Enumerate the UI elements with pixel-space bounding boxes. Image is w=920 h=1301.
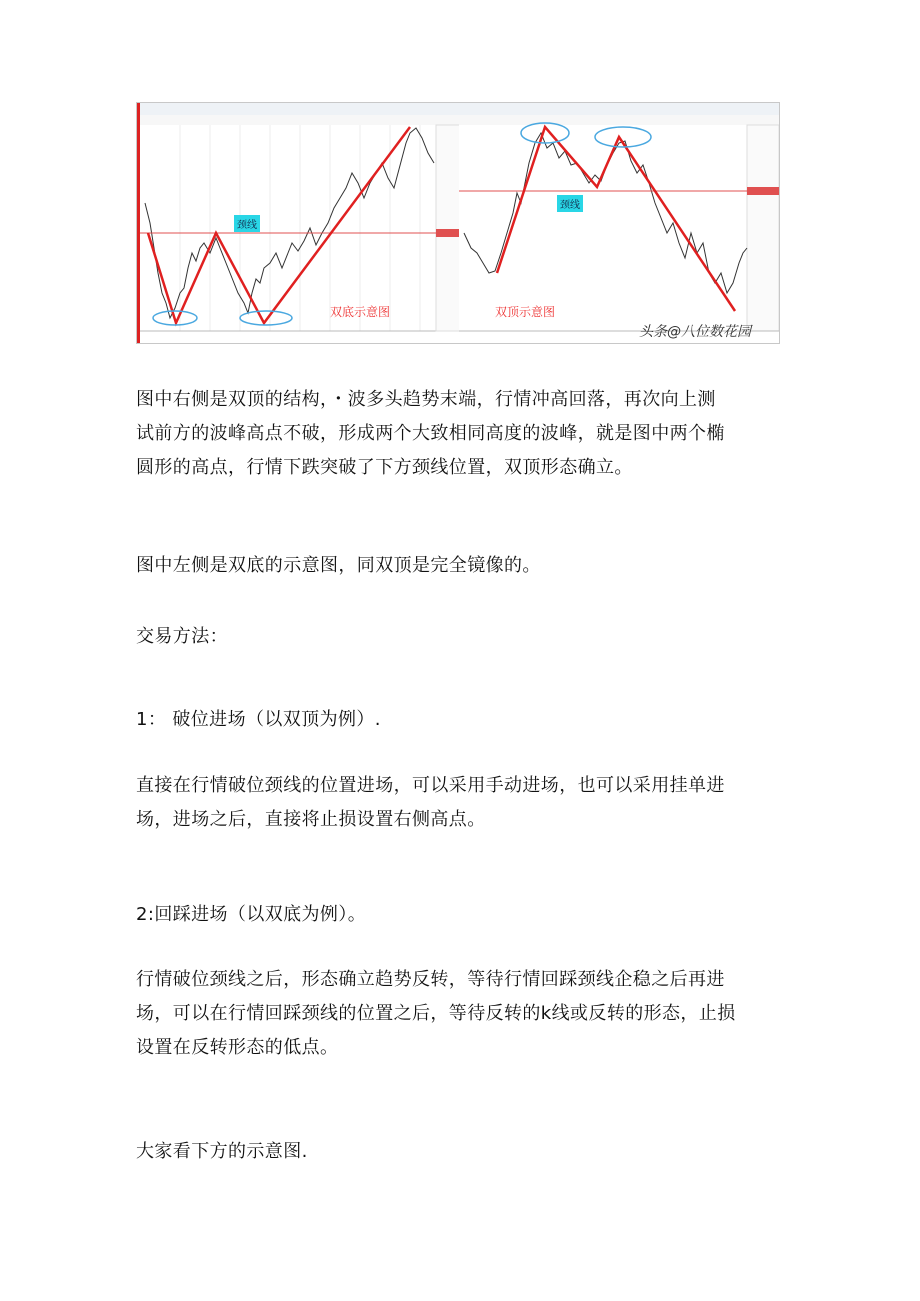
double-top-caption: 双顶示意图 <box>495 305 556 319</box>
line: 图中右侧是双顶的结构，・波多头趋势末端，行情冲高回落，再次向上测 <box>136 389 716 410</box>
neckline-label: 颈线 <box>557 195 583 212</box>
watermark: 头条@八位数花园 <box>639 324 751 340</box>
paragraph-double-top <box>136 383 786 485</box>
line: 图中左侧是双底的示意图，同双顶是完全镜像的。 <box>136 555 541 576</box>
neckline-label: 颈线 <box>234 215 260 232</box>
paragraph-see-diagram <box>136 1135 786 1169</box>
line: 圆形的高点，行情下跌突破了下方颈线位置，双顶形态确立。 <box>136 457 633 478</box>
heading-method-2 <box>136 898 786 932</box>
paragraph-double-bottom <box>136 549 786 583</box>
line: 行情破位颈线之后，形态确立趋势反转，等待行情回踩颈线企稳之后再进 <box>136 969 725 990</box>
heading-trading-methods <box>136 620 786 654</box>
double-bottom-chart <box>140 103 460 343</box>
line: 试前方的波峰高点不破，形成两个大致相同高度的波峰，就是图中两个椭 <box>136 423 725 444</box>
line: 大家看下方的示意图. <box>136 1141 308 1162</box>
double-bottom-caption: 双底示意图 <box>330 305 391 319</box>
chart-figure <box>136 102 780 344</box>
double-top-panel <box>459 103 779 343</box>
line: 场，进场之后，直接将止损设置右侧高点。 <box>136 809 486 830</box>
paragraph-method-1 <box>136 769 786 837</box>
paragraph-method-2 <box>136 963 786 1065</box>
line: 直接在行情破位颈线的位置进场，可以采用手动进场，也可以采用挂单进 <box>136 775 725 796</box>
heading-method-1 <box>136 703 786 737</box>
line: 交易方法： <box>136 626 228 647</box>
line: 1： 破位进场（以双顶为例）. <box>136 709 381 730</box>
line: 设置在反转形态的低点。 <box>136 1037 339 1058</box>
double-bottom-panel <box>137 103 460 343</box>
line: 2:回踩进场（以双底为例）。 <box>136 904 367 925</box>
line: 场，可以在行情回踩颈线的位置之后，等待反转的k线或反转的形态，止损 <box>136 1003 736 1024</box>
